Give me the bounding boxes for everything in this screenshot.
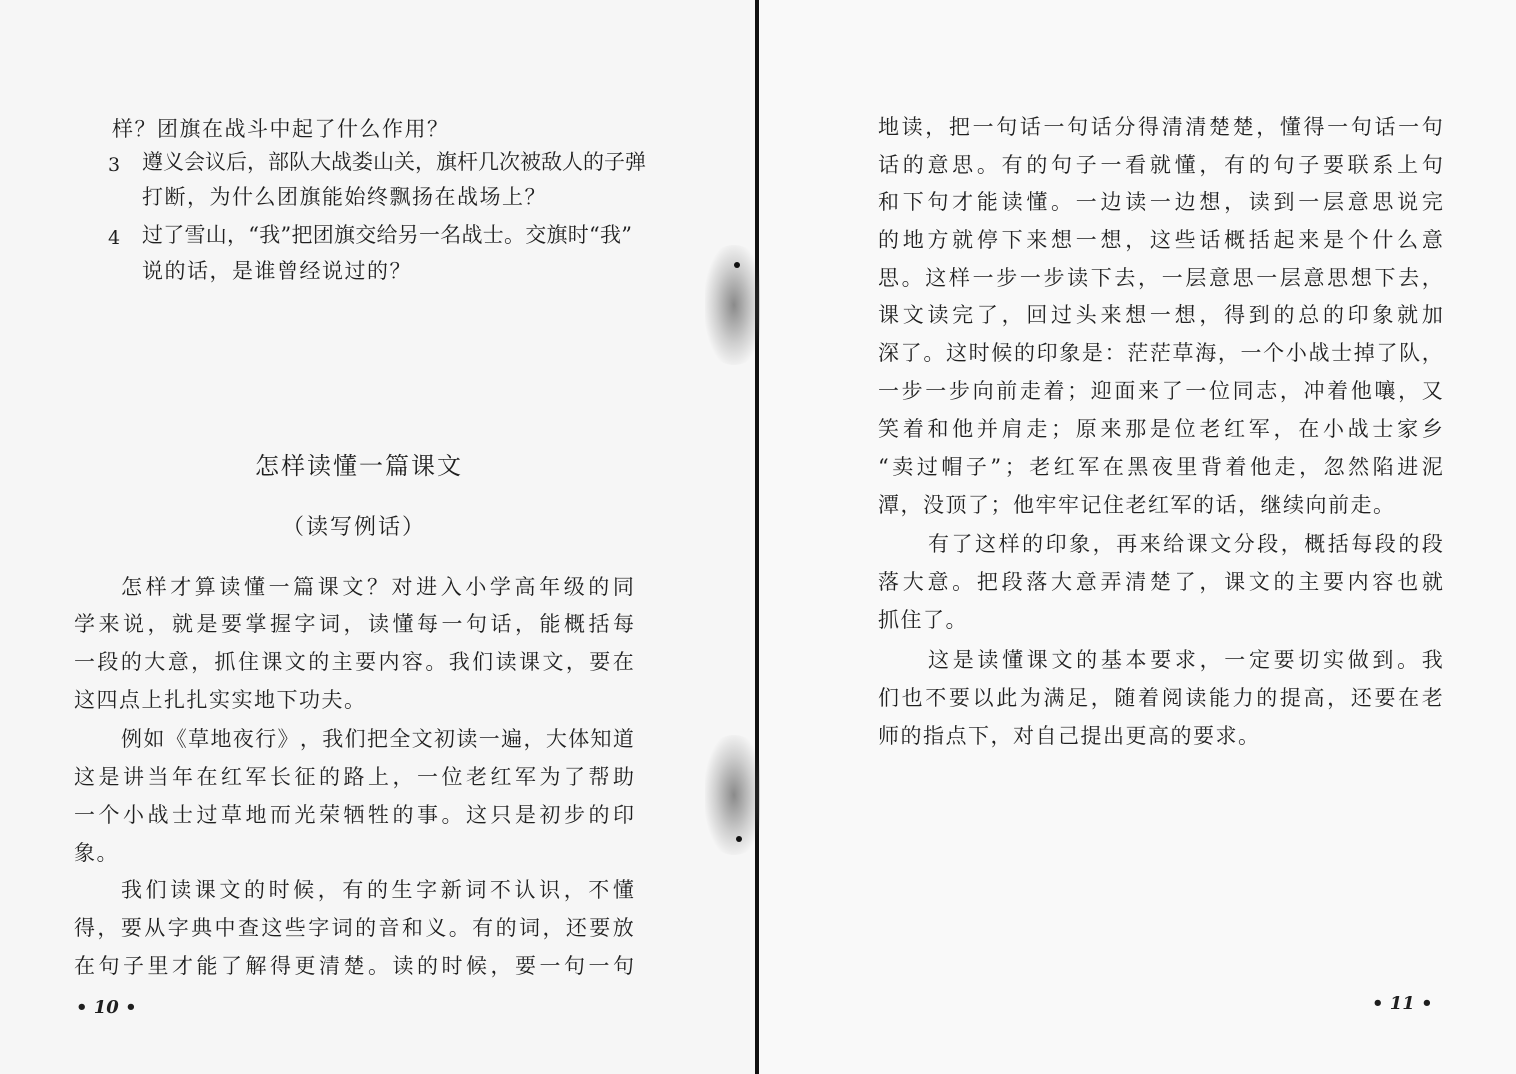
right-page	[760, 0, 1516, 1074]
question-number: 4	[108, 227, 121, 249]
body-line: 话 的 意 思 。 有 的 句 子 一 看 就 懂 ， 有 的 句 子 要 联 系 上 句	[878, 153, 1443, 177]
body-line: 得 ， 要 从 字 典 中 查 这 些 字 词 的 音 和 义 。 有 的 词 ， 还 要 放	[74, 916, 634, 940]
body-line: 的 地 方 就 停 下 来 想 一 想 ， 这 些 话 概 括 起 来 是 个 什 么 意	[878, 228, 1443, 252]
body-line: 落 大 意 。 把 段 落 大 意 弄 清 楚 了 ， 课 文 的 主 要 内 容 也 就	[878, 570, 1443, 594]
lesson-subtitle: （读写例话）	[282, 515, 427, 540]
body-line: 象。	[74, 841, 119, 865]
question-line: 说的话，是谁曾经说过的？	[142, 259, 412, 283]
body-line: 一 段 的 大 意 ， 抓 住 课 文 的 主 要 内 容 。 我 们 读 课 文 ， 要 在	[74, 650, 634, 674]
body-line: 和 下 句 才 能 读 懂 。 一 边 读 一 边 想 ， 读 到 一 层 意 思 说 完	[878, 190, 1443, 214]
question-continuation: 样？团旗在战斗中起了什么作用？	[112, 117, 450, 141]
body-line: 一 步 一 步 向 前 走 着 ； 迎 面 来 了 一 位 同 志 ， 冲 着 他 嚷 ， 又	[878, 379, 1443, 403]
lesson-title: 怎样读懂一篇课文	[255, 452, 463, 480]
body-line: 们 也 不 要 以 此 为 满 足 ， 随 着 阅 读 能 力 的 提 高 ， 还 要 在 老	[878, 686, 1443, 710]
body-line: 例 如 《 草 地 夜 行 》 ， 我 们 把 全 文 初 读 一 遍 ， 大 体 知 道	[121, 727, 634, 751]
body-line: 这 是 讲 当 年 在 红 军 长 征 的 路 上 ， 一 位 老 红 军 为 了 帮 助	[74, 765, 634, 789]
body-line: 地 读 ， 把 一 句 话 一 句 话 分 得 清 清 楚 楚 ， 懂 得 一 句 话 一 句	[878, 115, 1443, 139]
body-line: 抓住了。	[878, 608, 968, 632]
body-line: 师的指点下，对自己提出更高的要求。	[878, 724, 1261, 748]
body-line: 有 了 这 样 的 印 象 ， 再 来 给 课 文 分 段 ， 概 括 每 段 的 段	[928, 532, 1443, 556]
body-line: “ 卖 过 帽 子 ” ； 老 红 军 在 黑 夜 里 背 着 他 走 ， 忽 然 陷 进 泥	[878, 455, 1443, 479]
staple-hole	[734, 262, 740, 268]
body-line: 这 是 读 懂 课 文 的 基 本 要 求 ， 一 定 要 切 实 做 到 。 我	[928, 648, 1443, 672]
question-number: 3	[108, 154, 121, 176]
book-gutter	[755, 0, 759, 1074]
body-line: 这四点上扎扎实实地下功夫。	[74, 688, 367, 712]
body-line: 潭，没顶了；他牢牢记住老红军的话，继续向前走。	[878, 493, 1396, 517]
body-line: 一 个 小 战 士 过 草 地 而 光 荣 牺 牲 的 事 。 这 只 是 初 步 的 印	[74, 803, 634, 827]
body-line: 课 文 读 完 了 ， 回 过 头 来 想 一 想 ， 得 到 的 总 的 印 象 就 加	[878, 303, 1443, 327]
page-number: • 10 •	[76, 997, 137, 1018]
question-line: 遵 义 会 议 后 ， 部 队 大 战 娄 山 关 ， 旗 杆 几 次 被 敌 人 的 子 弹	[142, 150, 646, 174]
body-line: 学 来 说 ， 就 是 要 掌 握 字 词 ， 读 懂 每 一 句 话 ， 能 概 括 每	[74, 612, 634, 636]
body-line: 在 句 子 里 才 能 了 解 得 更 清 楚 。 读 的 时 候 ， 要 一 句 一 句	[74, 954, 634, 978]
question-line: 过 了 雪 山 ， “ 我 ” 把 团 旗 交 给 另 一 名 战 士 。 交 旗 时 “ 我 ”	[142, 223, 632, 247]
staple-hole	[736, 836, 742, 842]
body-line: 思 。 这 样 一 步 一 步 读 下 去 ， 一 层 意 思 一 层 意 思 想 下 去 ，	[878, 266, 1443, 290]
body-line: 深 了 。 这 时 候 的 印 象 是 ： 茫 茫 草 海 ， 一 个 小 战 士 掉 了 队 ，	[878, 341, 1443, 365]
question-line: 打断，为什么团旗能始终飘扬在战场上？	[142, 185, 547, 209]
page-number: • 11 •	[1372, 993, 1433, 1014]
body-line: 笑 着 和 他 并 肩 走 ； 原 来 那 是 位 老 红 军 ， 在 小 战 士 家 乡	[878, 417, 1443, 441]
left-page	[0, 0, 757, 1074]
body-line: 怎 样 才 算 读 懂 一 篇 课 文 ？ 对 进 入 小 学 高 年 级 的 同	[121, 575, 634, 599]
body-line: 我 们 读 课 文 的 时 候 ， 有 的 生 字 新 词 不 认 识 ， 不 懂	[121, 878, 634, 902]
